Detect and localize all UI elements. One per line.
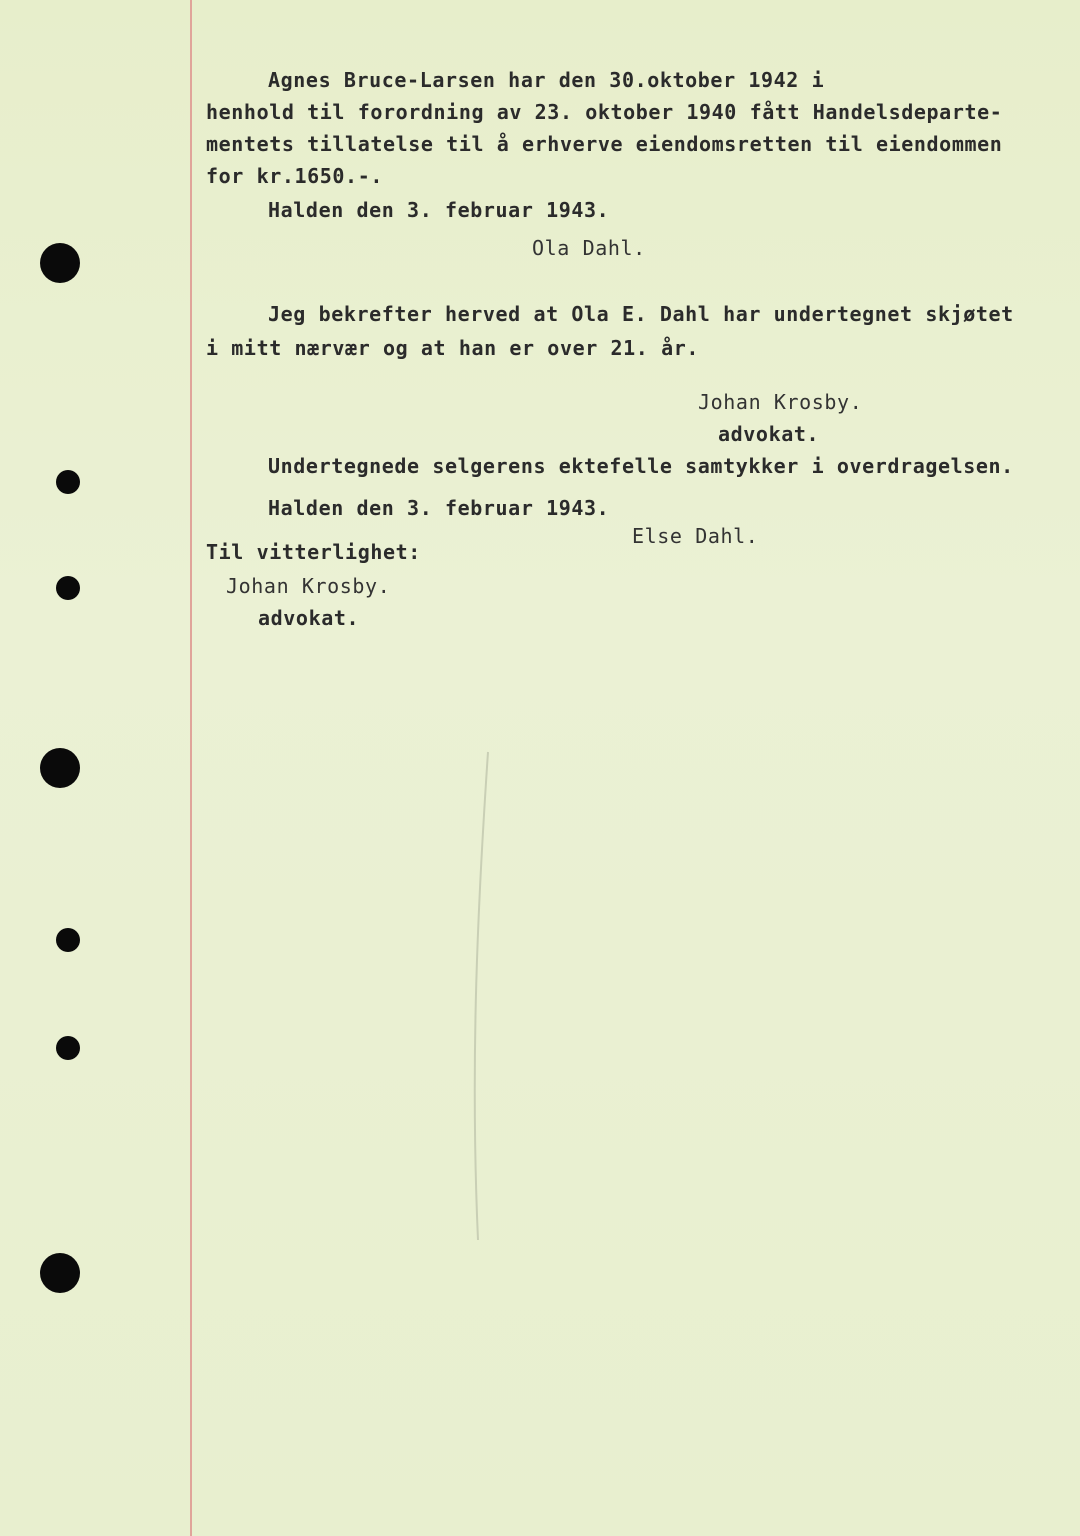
paragraph1-line: Agnes Bruce-Larsen har den 30.oktober 1942 i — [268, 68, 825, 92]
signature-title: advokat. — [718, 422, 820, 446]
paragraph3: Undertegnede selgerens ektefelle samtykker i overdragelsen. — [268, 454, 1014, 478]
place-date: Halden den 3. februar 1943. — [268, 198, 610, 222]
signature-else-dahl: Else Dahl. — [632, 524, 759, 548]
witness-heading: Til vitterlighet: — [206, 540, 421, 564]
paragraph2-line: Jeg bekrefter herved at Ola E. Dahl har undertegnet skjøtet — [268, 302, 1014, 326]
signature-johan-krosby: Johan Krosby. — [698, 390, 863, 414]
signature-ola-dahl: Ola Dahl. — [532, 236, 646, 260]
paragraph1-line: for kr.1650.-. — [206, 164, 383, 188]
paragraph1-line: henhold til forordning av 23. oktober 1940 fått Handelsdeparte- — [206, 100, 1003, 124]
place-date: Halden den 3. februar 1943. — [268, 496, 610, 520]
paragraph2-line: i mitt nærvær og at han er over 21. år. — [206, 336, 699, 360]
witness-name: Johan Krosby. — [226, 574, 391, 598]
paragraph1-line: mentets tillatelse til å erhverve eiendomsretten til eiendommen — [206, 132, 1003, 156]
witness-title: advokat. — [258, 606, 360, 630]
